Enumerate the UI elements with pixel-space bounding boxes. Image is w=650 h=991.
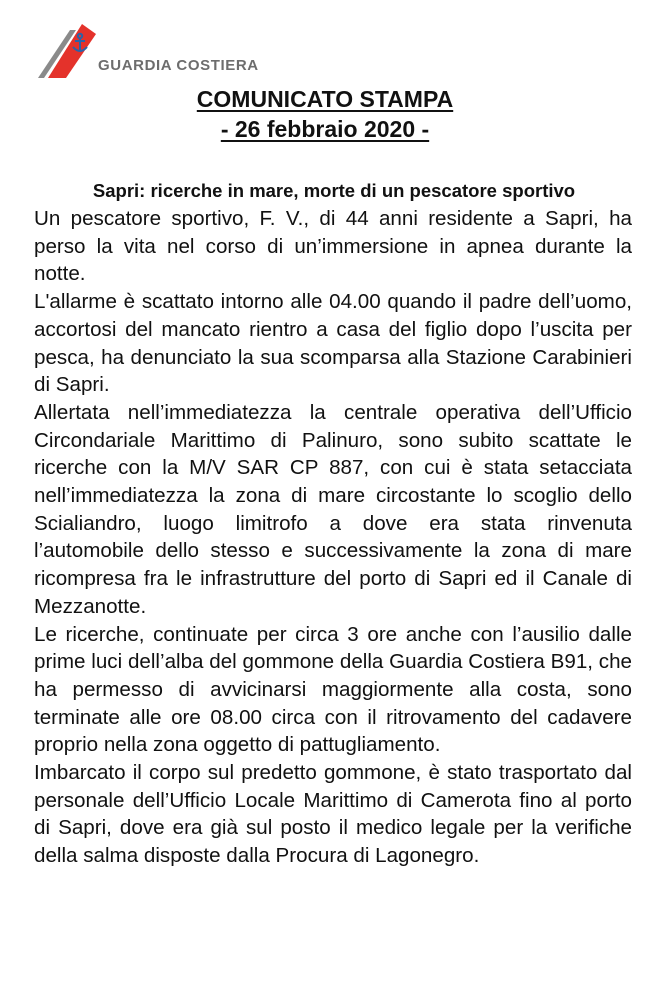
guardia-costiera-logo (36, 10, 276, 80)
release-date: - 26 febbraio 2020 - (220, 116, 430, 142)
logo-wordmark: GUARDIA COSTIERA (98, 57, 259, 74)
article-paragraph: Le ricerche, continuate per circa 3 ore anche con l’ausilio dalle prime luci dell’alba del gommone della Guardia Costiera B91, che ha permesso di avvicinarsi maggiormente alla costa, sono terminate alle ore 08.00 circa con il ritrovamento del cadavere proprio nella zona oggetto di pattugliamento. (34, 622, 632, 757)
article-paragraph: L'allarme è scattato intorno alle 04.00 quando il padre dell’uomo, accortosi del mancato rientro a casa del figlio dopo l’uscita per pesca, ha denunciato la sua scomparsa alla Stazione Carabinieri di Sapri. (34, 290, 632, 397)
article-paragraph: Imbarcato il corpo sul predetto gommone, è stato trasportato dal personale dell’Ufficio Locale Marittimo di Camerota fino al porto di Sapri, dove era già sul posto il medico legale per la verifiche della salma disposte dalla Procura di Lagonegro. (34, 761, 632, 868)
article-body (34, 205, 632, 870)
article-paragraph: Un pescatore sportivo, F. V., di 44 anni residente a Sapri, ha perso la vita nel corso di un’immersione in apnea durante la notte. (34, 207, 632, 286)
article-headline: Sapri: ricerche in mare, morte di un pescatore sportivo (92, 180, 576, 201)
article-paragraph: Allertata nell’immediatezza la centrale operativa dell’Ufficio Circondariale Marittimo di Palinuro, sono subito scattate le ricerche con la M/V SAR CP 887, con cui è stata setacciata nell’immediatezza la zona di mare circostante lo scoglio dello Scialiandro, luogo limitrofo a dove era stata rinvenuta l’automobile dello stesso e successivamente la zona di mare ricompresa fra le infrastrutture del porto di Sapri ed il Canale di Mezzanotte. (34, 400, 632, 618)
page-title: COMUNICATO STAMPA (196, 86, 454, 112)
coast-guard-emblem-icon (36, 10, 96, 80)
